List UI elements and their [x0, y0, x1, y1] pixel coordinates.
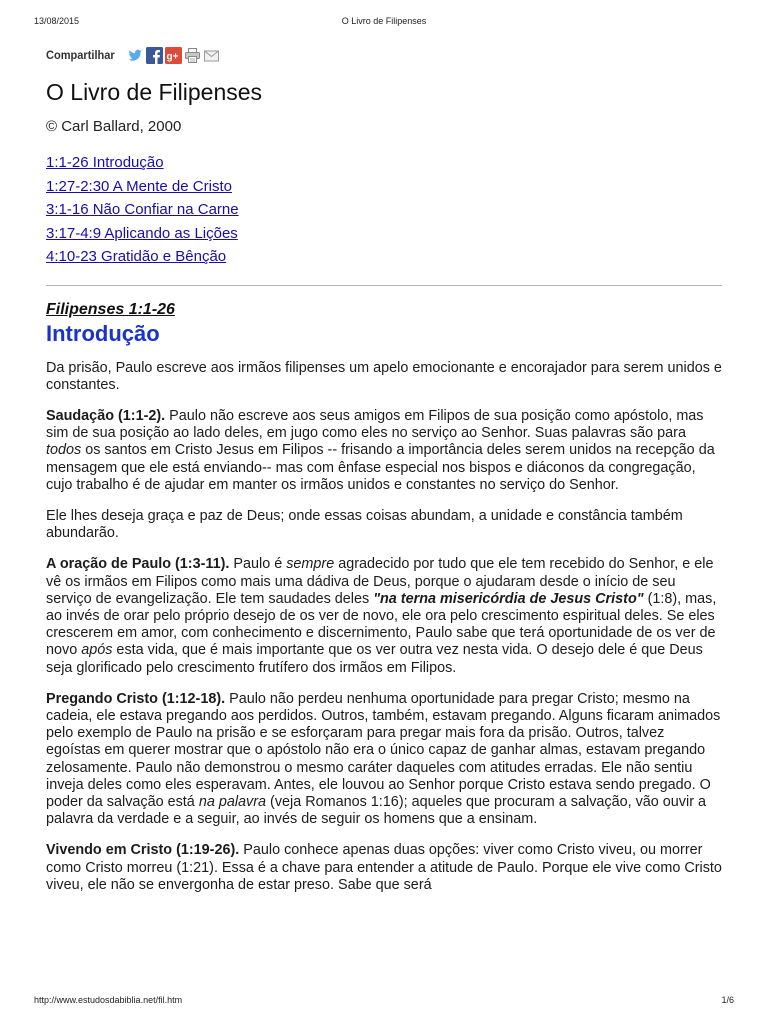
- paragraph-saudacao: [46, 408, 722, 494]
- paragraph-text: esta vida, que é mais importante que os ver outra vez nesta vida. O desejo dele é que Deus seja glorificado pelo crescimento frutífero dos irmãos em Filipos.: [46, 642, 703, 676]
- paragraph-heading: Pregando Cristo (1:12-18).: [46, 690, 226, 707]
- emphasis: após: [81, 642, 113, 659]
- twitter-icon[interactable]: [127, 47, 144, 64]
- paragraph-text: os santos em Cristo Jesus em Filipos -- frisando a importância deles serem unidos na recepção da mensagem que ele está enviando-- mas com ênfase especial nos bispos e diáconos da congregação, cujo trabalho é de ajudar em manter os irmãos unidos e constantes no serviço do Senhor.: [46, 442, 715, 493]
- toc-link-aplicando-as-licoes[interactable]: 3:17-4:9 Aplicando as Lições: [46, 224, 238, 242]
- page-number: 1/6: [721, 995, 734, 1005]
- emphasis: todos: [46, 442, 82, 459]
- print-icon[interactable]: [184, 47, 201, 64]
- paragraph-text: (veja Romanos 1:16); aqueles que procuram a salvação, vão ouvir a palavra da verdade e a seguir, ao invés de seguir os homens que a ensinam.: [46, 793, 706, 828]
- print-title: O Livro de Filipenses: [341, 16, 427, 26]
- paragraph-oracao: [46, 556, 722, 676]
- print-footer: [34, 995, 734, 1005]
- table-of-contents: [46, 151, 722, 269]
- print-date: 13/08/2015: [34, 16, 80, 26]
- email-icon[interactable]: [203, 47, 220, 64]
- facebook-icon[interactable]: [146, 47, 163, 64]
- paragraph-heading: Vivendo em Cristo (1:19-26).: [46, 842, 240, 859]
- paragraph-intro: Da prisão, Paulo escreve aos irmãos filipenses um apelo emocionante e encorajador para serem unidos e constantes.: [46, 359, 722, 393]
- paragraph-text: agradecido por tudo que ele tem recebido do Senhor, e ele vê os irmãos em Filipos como mais uma dádiva de Deus, porque o ajudaram desde o início de seu serviço de evangelização. Ele tem saudades deles: [46, 556, 714, 607]
- share-label: Compartilhar: [46, 48, 115, 62]
- section-heading: Introdução: [46, 320, 160, 346]
- paragraph-text: Paulo é: [229, 556, 287, 573]
- divider: [46, 285, 722, 286]
- section-reference: Filipenses 1:1-26: [46, 300, 175, 318]
- paragraph-heading: A oração de Paulo (1:3-11).: [46, 556, 230, 573]
- share-bar: [46, 42, 722, 68]
- google-plus-icon[interactable]: [165, 47, 182, 64]
- paragraph-text: Paulo não escreve aos seus amigos em Filipos de sua posição como apóstolo, mas sim de sua posição ao lado deles, em jugo como eles no serviço ao Senhor. Suas palavras são para: [46, 407, 704, 442]
- toc-link-introducao[interactable]: 1:1-26 Introdução: [46, 154, 164, 171]
- paragraph-graca-e-paz: Ele lhes deseja graça e paz de Deus; onde essas coisas abundam, a unidade e constância também abundarão.: [46, 507, 683, 542]
- paragraph-heading: Saudação (1:1-2).: [46, 407, 166, 424]
- article: [46, 42, 722, 894]
- toc-link-gratidao-e-bencao[interactable]: 4:10-23 Gratidão e Bênção: [46, 248, 227, 265]
- paragraph-pregando: [46, 691, 722, 829]
- page-title: O Livro de Filipenses: [46, 79, 263, 105]
- paragraph-vivendo: [46, 842, 722, 894]
- paragraph-text: Paulo não perdeu nenhuma oportunidade para pregar Cristo; mesmo na cadeia, ele estava pregando aos perdidos. Outros, também, estavam pregando. Alguns ficaram animados pelo exemplo de Paulo na prisão e se esforçaram para pregar mais fora da prisão. Outros, talvez egoístas em querer mostrar que o apóstolo não era o único capaz de ganhar almas, estavam pregando zelosamente. Paulo não demonstrou o mesmo caráter daqueles com atitudes erradas. Ele não sentiu inveja deles como eles esperavam. Antes, ele louvou ao Senhor porque Cristo estava sendo pregado. O poder da salvação está: [46, 690, 721, 810]
- toc-link-nao-confiar-na-carne[interactable]: 3:1-16 Não Confiar na Carne: [46, 201, 239, 218]
- svg-text:g+: g+: [166, 51, 179, 62]
- print-header: [34, 16, 734, 26]
- emphasis: na palavra: [198, 793, 267, 810]
- toc-link-mente-de-cristo[interactable]: 1:27-2:30 A Mente de Cristo: [46, 177, 232, 195]
- emphasis: sempre: [286, 556, 335, 573]
- page-url: http://www.estudosdabiblia.net/fil.htm: [34, 995, 183, 1005]
- copyright: © Carl Ballard, 2000: [46, 118, 182, 135]
- scripture-quote: "na terna misericórdia de Jesus Cristo": [373, 590, 644, 607]
- paragraph-text: Paulo conhece apenas duas opções: viver como Cristo viveu, ou morrer como Cristo morreu (1:21). Essa é a chave para entender a atitude de Paulo. Porque ele vive como Cristo viveu, ele não se envergonha de estar preso. Sabe que será: [46, 842, 722, 893]
- paragraph-text: (1:8), mas, ao invés de orar pelo próprio desejo de os ver de novo, ele ora pelo crescimento espiritual deles. Se eles crescerem em amor, com conhecimento e discernimento, Paulo sabe que terá oportunidade de os ver de novo: [46, 590, 717, 659]
